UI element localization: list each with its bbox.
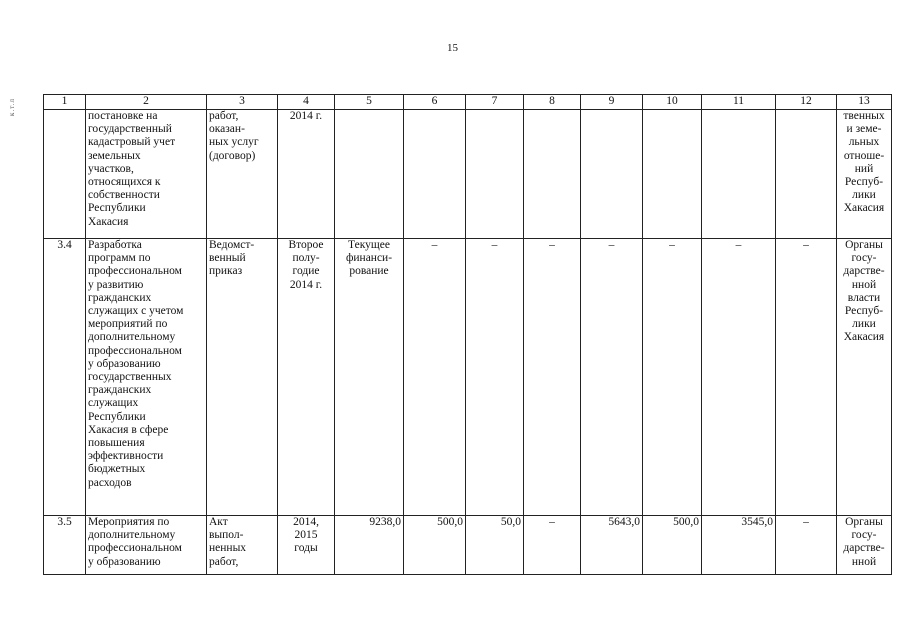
measure-name: Мероприятия по дополнительному профессиональном у образованию xyxy=(86,516,207,575)
amount-cell: – xyxy=(776,239,837,516)
amount-cell: 500,0 xyxy=(643,516,702,575)
result-form: Акт выпол- ненных работ, xyxy=(207,516,278,575)
result-form: Ведомст- венный приказ xyxy=(207,239,278,516)
amount-cell xyxy=(466,110,524,239)
executor: твенных и земе- льных отноше- ний Респуб- лики Хакасия xyxy=(837,110,892,239)
amount-cell: – xyxy=(524,516,581,575)
column-header: 1 xyxy=(44,95,86,110)
amount-cell xyxy=(702,110,776,239)
measure-name: Разработка программ по профессиональном у развитию гражданских служащих с учетом мероприятий по дополнительному профессиональном у образованию государственных гражданских служащих Республики Хакасия в сфере повышения эффективности бюджетных расходов xyxy=(86,239,207,516)
column-header: 8 xyxy=(524,95,581,110)
amount-cell: – xyxy=(404,239,466,516)
column-number-row xyxy=(44,95,892,110)
amount-cell: – xyxy=(776,516,837,575)
item-number: 3.5 xyxy=(44,516,86,575)
amount-cell: 50,0 xyxy=(466,516,524,575)
term: 2014, 2015 годы xyxy=(278,516,335,575)
item-number xyxy=(44,110,86,239)
column-header: 6 xyxy=(404,95,466,110)
column-header: 2 xyxy=(86,95,207,110)
amount-cell xyxy=(581,110,643,239)
measures-table xyxy=(43,94,892,575)
executor: Органы госу- дарстве- нной xyxy=(837,516,892,575)
column-header: 7 xyxy=(466,95,524,110)
executor: Органы госу- дарстве- нной власти Респуб- лики Хакасия xyxy=(837,239,892,516)
column-header: 4 xyxy=(278,95,335,110)
margin-mark: к.т.л xyxy=(8,98,16,116)
total-amount xyxy=(335,110,404,239)
amount-cell: 500,0 xyxy=(404,516,466,575)
column-header: 3 xyxy=(207,95,278,110)
table-row xyxy=(44,516,892,575)
amount-cell: – xyxy=(581,239,643,516)
amount-cell: – xyxy=(524,239,581,516)
table-row xyxy=(44,239,892,516)
amount-cell: 5643,0 xyxy=(581,516,643,575)
amount-cell: 3545,0 xyxy=(702,516,776,575)
page-number: 15 xyxy=(447,42,458,54)
table-row xyxy=(44,110,892,239)
term: 2014 г. xyxy=(278,110,335,239)
column-header: 12 xyxy=(776,95,837,110)
amount-cell xyxy=(524,110,581,239)
amount-cell xyxy=(404,110,466,239)
term: Второе полу- годие 2014 г. xyxy=(278,239,335,516)
measure-name: постановке на государственный кадастровый учет земельных участков, относящихся к собственности Республики Хакасия xyxy=(86,110,207,239)
item-number: 3.4 xyxy=(44,239,86,516)
amount-cell: – xyxy=(466,239,524,516)
total-amount: Текущее финанси- рование xyxy=(335,239,404,516)
amount-cell: – xyxy=(702,239,776,516)
column-header: 10 xyxy=(643,95,702,110)
amount-cell: – xyxy=(643,239,702,516)
total-amount: 9238,0 xyxy=(335,516,404,575)
column-header: 5 xyxy=(335,95,404,110)
result-form: работ, оказан- ных услуг (договор) xyxy=(207,110,278,239)
column-header: 9 xyxy=(581,95,643,110)
amount-cell xyxy=(643,110,702,239)
column-header: 11 xyxy=(702,95,776,110)
column-header: 13 xyxy=(837,95,892,110)
amount-cell xyxy=(776,110,837,239)
